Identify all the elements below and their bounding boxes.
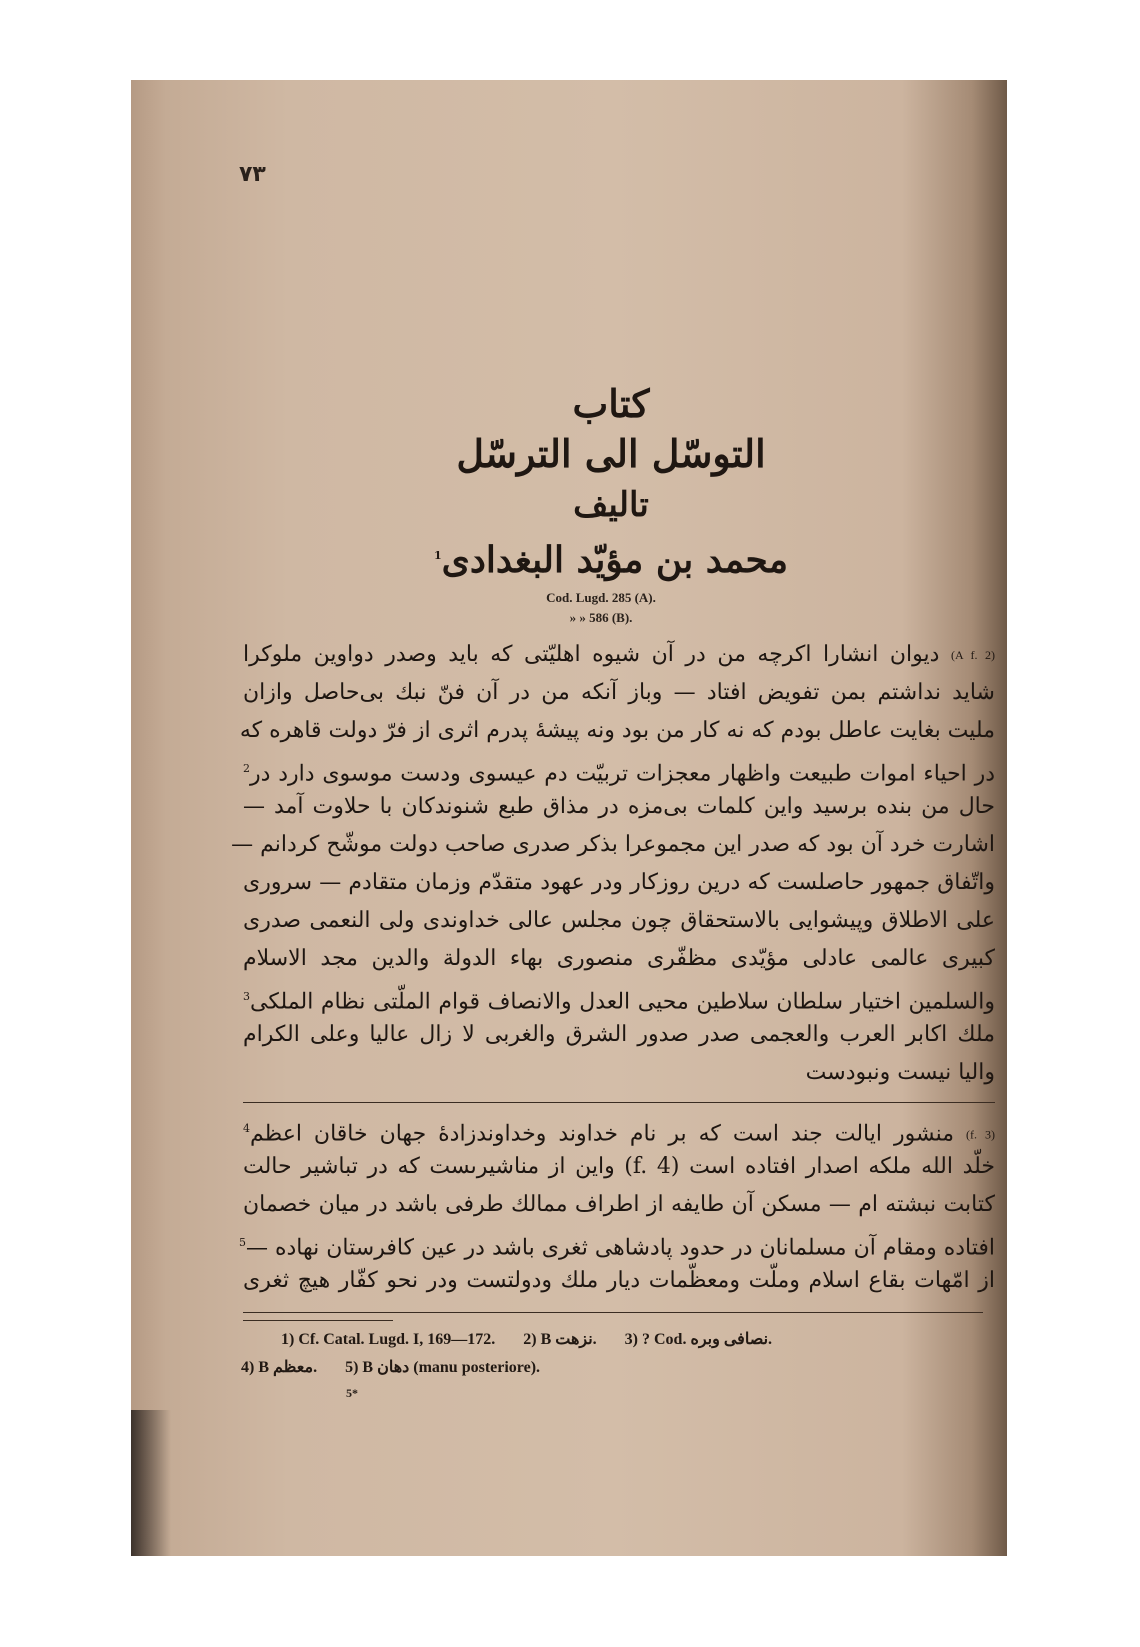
- codex-b: » » 586 (B).: [569, 610, 633, 625]
- spine-shadow: [131, 1410, 171, 1556]
- text-line: مليت بغايت عاطل بودم كه نه كار من بود ونه پيشهٔ پدرم اثرى از فرّ دولت قاهره كه: [239, 718, 995, 743]
- footnote-mark: 4: [243, 1122, 250, 1135]
- text-line: خلّد الله ملكه اصدار افتاده است (f. 4) واين از مناشيرىست كه در تباشير حالت: [243, 1154, 996, 1179]
- margin-ref-a: (A f. 2): [950, 648, 995, 662]
- footnote-2: 2) B نزهت.: [523, 1331, 597, 1348]
- author-name: محمد بن مؤيّد البغدادى: [441, 539, 788, 581]
- footnote-4: 4) B معظم.: [241, 1359, 318, 1376]
- footnote-5: 5) B دهان (manu posteriore).: [345, 1359, 541, 1376]
- title-footnote-ref: 1: [433, 549, 442, 562]
- text-line: (A f. 2) ديوان انشارا اكرچه من در آن شيوه اهليّتى كه بايد وصدر دواوين ملوكرا: [243, 642, 995, 667]
- text-line: كبيرى عالمى عادلى مؤيّدى مظفّرى منصورى بهاء الدولة والدين مجد الاسلام: [243, 946, 995, 971]
- text-line: ملك اكابر العرب والعجمى صدر صدور الشرق والغربى لا زال عاليا وعلى الكرام: [243, 1022, 995, 1047]
- footnote-mark: 5: [238, 1236, 246, 1249]
- text-line: والسلمين اختيار سلطان سلاطين محيى العدل والانصاف قوام الملّتى نظام الملكى$^3$: [243, 989, 995, 1015]
- text-line: از امّهات بقاع اسلام وملّت ومعظّمات ديار ملك ودولتست ودر نحو كفّار هيچ ثغرى: [243, 1268, 995, 1293]
- title-line-3: تاليف: [573, 485, 649, 525]
- text-line: شايد نداشتم بمن تفويض افتاد — وباز آنكه من در آن فنّ نبك بى‌حاصل وازان: [243, 680, 995, 705]
- text-line: حال من بنده برسيد واين كلمات بى‌مزه در مذاق طبع شنوندكان با حلاوت آمد —: [243, 794, 995, 819]
- text-line: (f. 3) منشور ايالت جند است كه بر نام خداوند وخداوندزادهٔ جهان خاقان اعظم$^4$: [243, 1121, 995, 1147]
- codex-references: [451, 588, 751, 628]
- title-line-1: كتاب: [572, 381, 650, 426]
- footnote-rule: [243, 1320, 393, 1321]
- text-line: اشارت خرد آن بود كه صدر اين مجموعرا بذكر صدرى صاحب دولت موشّح كردانم —: [231, 832, 995, 857]
- margin-ref-f3: (f. 3): [966, 1127, 995, 1142]
- text-line: كتابت نبشته ام — مسكن آن طايفه از اطراف ممالك طرفى باشد در ميان خصمان: [243, 1192, 995, 1217]
- footnote-row-2: [241, 1354, 981, 1382]
- footnote-3: 3) ? Cod. نصافى وبره.: [624, 1331, 773, 1348]
- scanned-page: [131, 80, 1007, 1556]
- section-divider: [243, 1102, 995, 1103]
- footnote-row-1: [281, 1326, 981, 1354]
- section-2-text: [238, 1110, 996, 1300]
- text-line: افتاده ومقام آن مسلمانان در حدود پادشاهى ثغرى باشد در عين كافرستان نهاده —$^5$: [238, 1235, 995, 1261]
- text-line: در احياء اموات طبيعت واظهار معجزات تربيّت دم عيسوى ودست موسوى دارد در$^2$: [243, 761, 995, 787]
- section-1-text: [231, 636, 995, 1092]
- title-line-2: التوسّل الى الترسّل: [456, 431, 766, 476]
- text-line: واتّفاق جمهور حاصلست كه درين روزكار ودر عهود متقدّم وزمان متقادم — سرورى: [243, 870, 995, 895]
- footnote-mark: 2: [243, 762, 250, 775]
- codex-a: Cod. Lugd. 285 (A).: [546, 590, 656, 605]
- signature-mark: 5*: [346, 1386, 358, 1400]
- frame-line-bottom: [243, 1312, 983, 1313]
- footnotes: [241, 1326, 981, 1382]
- footnote-1: 1) Cf. Catal. Lugd. I, 169—172.: [281, 1331, 496, 1348]
- book-title: [411, 380, 811, 586]
- page-number: ۷۳: [239, 162, 266, 187]
- text-line: واليا نيست ونبودست: [805, 1060, 995, 1085]
- text-line: على الاطلاق وپيشوايى بالاستحقاق چون مجلس عالى خداوندى ولى النعمى صدرى: [243, 908, 995, 933]
- footnote-mark: 3: [243, 990, 250, 1003]
- title-line-4: [411, 530, 811, 586]
